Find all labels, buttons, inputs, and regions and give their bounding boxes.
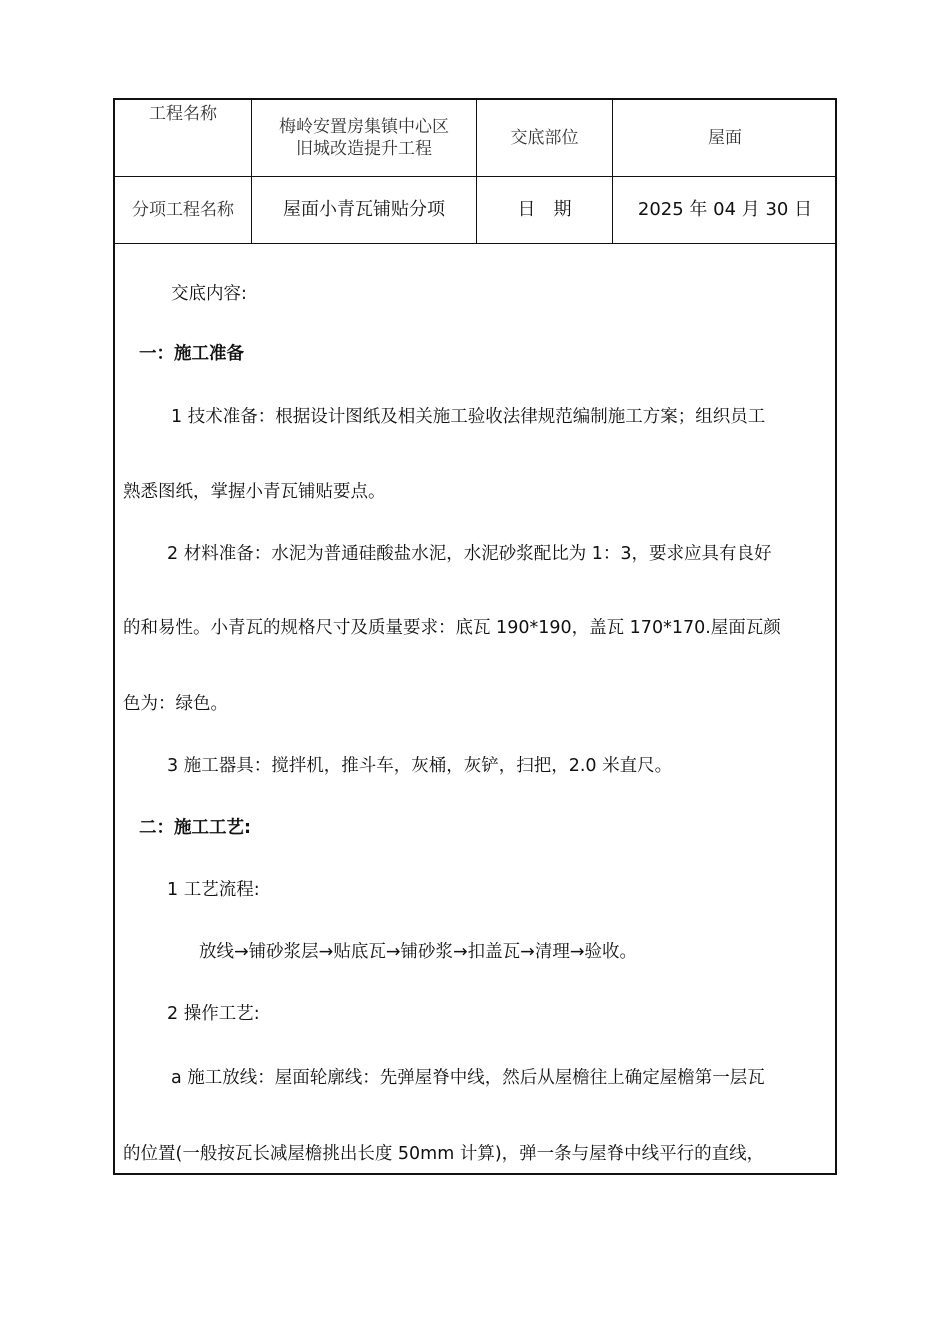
- process-flow: 放线→铺砂浆层→贴底瓦→铺砂浆→扣盖瓦→清理→验收。: [199, 942, 637, 962]
- construction-tools: 3 施工器具：搅拌机，推斗车，灰桶，灰铲，扫把，2.0 米直尺。: [167, 756, 673, 776]
- layout-setting-line1: a 施工放线：屋面轮廓线：先弹屋脊中线，然后从屋檐往上确定屋檐第一层瓦: [171, 1068, 765, 1088]
- project-name-label: 工程名称: [149, 104, 217, 124]
- handover-part-label: 交底部位: [510, 128, 579, 148]
- section-heading-preparation: 一：施工准备: [139, 344, 244, 364]
- material-preparation-line3: 色为：绿色。: [123, 694, 228, 714]
- handover-part-value: 屋面: [708, 128, 742, 148]
- process-flow-heading: 1 工艺流程:: [167, 880, 260, 900]
- sub-project-value: 屋面小青瓦铺贴分项: [283, 199, 445, 220]
- date-value: 2025 年 04 月 30 日: [637, 199, 813, 220]
- disclosure-form: [113, 98, 837, 1175]
- section-heading-process: 二：施工工艺:: [139, 818, 251, 838]
- row-divider: [115, 243, 835, 244]
- technical-preparation-line2: 熟悉图纸，掌握小青瓦铺贴要点。: [123, 482, 386, 502]
- date-label: 日 期: [517, 199, 572, 220]
- project-name-line2: 旧城改造提升工程: [296, 139, 432, 159]
- sub-project-label: 分项工程名称: [132, 200, 234, 220]
- material-preparation-line1: 2 材料准备：水泥为普通硅酸盐水泥，水泥砂浆配比为 1：3，要求应具有良好: [167, 544, 772, 564]
- operation-process-heading: 2 操作工艺:: [167, 1004, 260, 1024]
- technical-preparation-line1: 1 技术准备：根据设计图纸及相关施工验收法律规范编制施工方案；组织员工: [171, 407, 766, 427]
- project-name-line1: 梅岭安置房集镇中心区: [279, 117, 449, 137]
- material-preparation-line2: 的和易性。小青瓦的规格尺寸及质量要求：底瓦 190*190，盖瓦 170*170.屋面瓦颜: [123, 618, 781, 638]
- layout-setting-line2: 的位置(一般按瓦长减屋檐挑出长度 50mm 计算)，弹一条与屋脊中线平行的直线，: [123, 1144, 765, 1164]
- content-intro: 交底内容:: [171, 284, 247, 304]
- project-name-value: [252, 110, 476, 166]
